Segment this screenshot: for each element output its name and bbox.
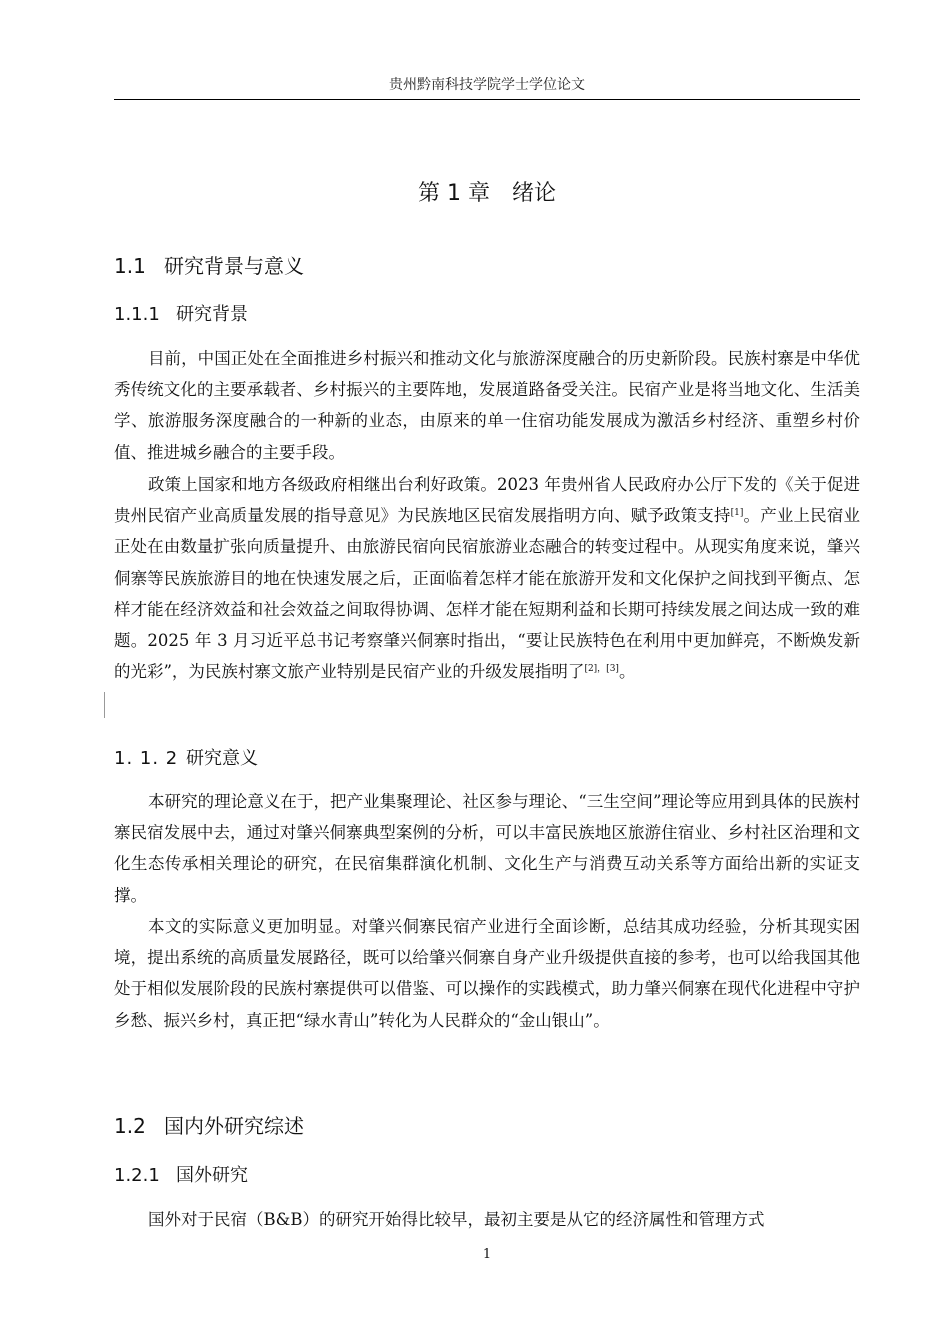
page-number: 1: [482, 1247, 492, 1262]
subsection-heading-1-2-1: [114, 1162, 248, 1190]
subsection-heading-1-1-1: [114, 301, 248, 329]
citation-ref-2-3: [2]，[3]: [584, 664, 619, 675]
subsection-number: 1. 1. 2: [114, 748, 179, 769]
section-heading-1-1: [114, 251, 304, 281]
paragraph-foreign-research: 国外对于民宿（B&B）的研究开始得比较早，最初主要是从它的经济属性和管理方式: [148, 1210, 765, 1229]
section-title: 国内外研究综述: [164, 1114, 304, 1138]
subsection-number: 1.1.1: [114, 304, 160, 325]
paragraph-significance-2: 本文的实际意义更加明显。对肇兴侗寨民宿产业进行全面诊断，总结其成功经验，分析其现实困境，提出系统的高质量发展路径，既可以给肇兴侗寨自身产业升级提供直接的参考，也可以给我国其他处于相似发展阶段的民族村寨提供可以借鉴、可以操作的实践模式，助力肇兴侗寨在现代化进程中守护乡愁、振兴乡村，真正把“绿水青山”转化为人民群众的“金山银山”。: [114, 917, 860, 1030]
running-header: 贵州黔南科技学院学士学位论文: [389, 77, 585, 93]
paragraph-text: 。产业上民宿业正处在由数量扩张向质量提升、由旅游民宿向民宿旅游业态融合的转变过程中。从现实角度来说，肇兴侗寨等民族旅游目的地在快速发展之后，正面临着怎样才能在旅游开发和文化保护之间找到平衡点、怎样才能在经济效益和社会效益之间取得协调、怎样才能在短期利益和长期可持续发展之间达成一致的难题。2025 年 3 月习近平总书记考察肇兴侗寨时指出，“要让民族特色在利用中更加鲜亮，不断焕发新的光彩”，为民族村寨文旅产业特别是民宿产业的升级发展指明了: [114, 506, 861, 682]
margin-change-bar: [104, 692, 105, 718]
paragraph-background-1: 目前，中国正处在全面推进乡村振兴和推动文化与旅游深度融合的历史新阶段。民族村寨是中华优秀传统文化的主要承载者、乡村振兴的主要阵地，发展道路备受关注。民宿产业是将当地文化、生活美学、旅游服务深度融合的一种新的业态，由原来的单一住宿功能发展成为激活乡村经济、重塑乡村价值、推进城乡融合的主要手段。: [114, 349, 860, 462]
subsection-title: 研究背景: [176, 304, 248, 325]
header-rule: [114, 99, 860, 100]
section-title: 研究背景与意义: [164, 254, 304, 278]
section-number: 1.1: [114, 254, 146, 278]
chapter-title: 第 1 章 绪论: [418, 181, 556, 206]
paragraph-text: 。: [618, 662, 636, 682]
paragraph-background-2: [114, 469, 860, 687]
subsection-title: 国外研究: [176, 1165, 248, 1186]
subsection-heading-1-1-2: [114, 745, 258, 773]
paragraph-significance-1: 本研究的理论意义在于，把产业集聚理论、社区参与理论、“三生空间”理论等应用到具体的民族村寨民宿发展中去，通过对肇兴侗寨典型案例的分析，可以丰富民族地区旅游住宿业、乡村社区治理和文化生态传承相关理论的研究，在民宿集群演化机制、文化生产与消费互动关系等方面给出新的实证支撑。: [114, 792, 860, 905]
paragraph-text: 政策上国家和地方各级政府相继出台利好政策。2023 年贵州省人民政府办公厅下发的《关于促进贵州民宿产业高质量发展的指导意见》为民族地区民宿发展指明方向、赋予政策支持: [114, 475, 860, 526]
subsection-number: 1.2.1: [114, 1165, 160, 1186]
subsection-title: 研究意义: [186, 748, 258, 769]
section-number: 1.2: [114, 1114, 146, 1138]
citation-ref-1: [1]: [730, 508, 744, 519]
section-heading-1-2: [114, 1111, 304, 1141]
